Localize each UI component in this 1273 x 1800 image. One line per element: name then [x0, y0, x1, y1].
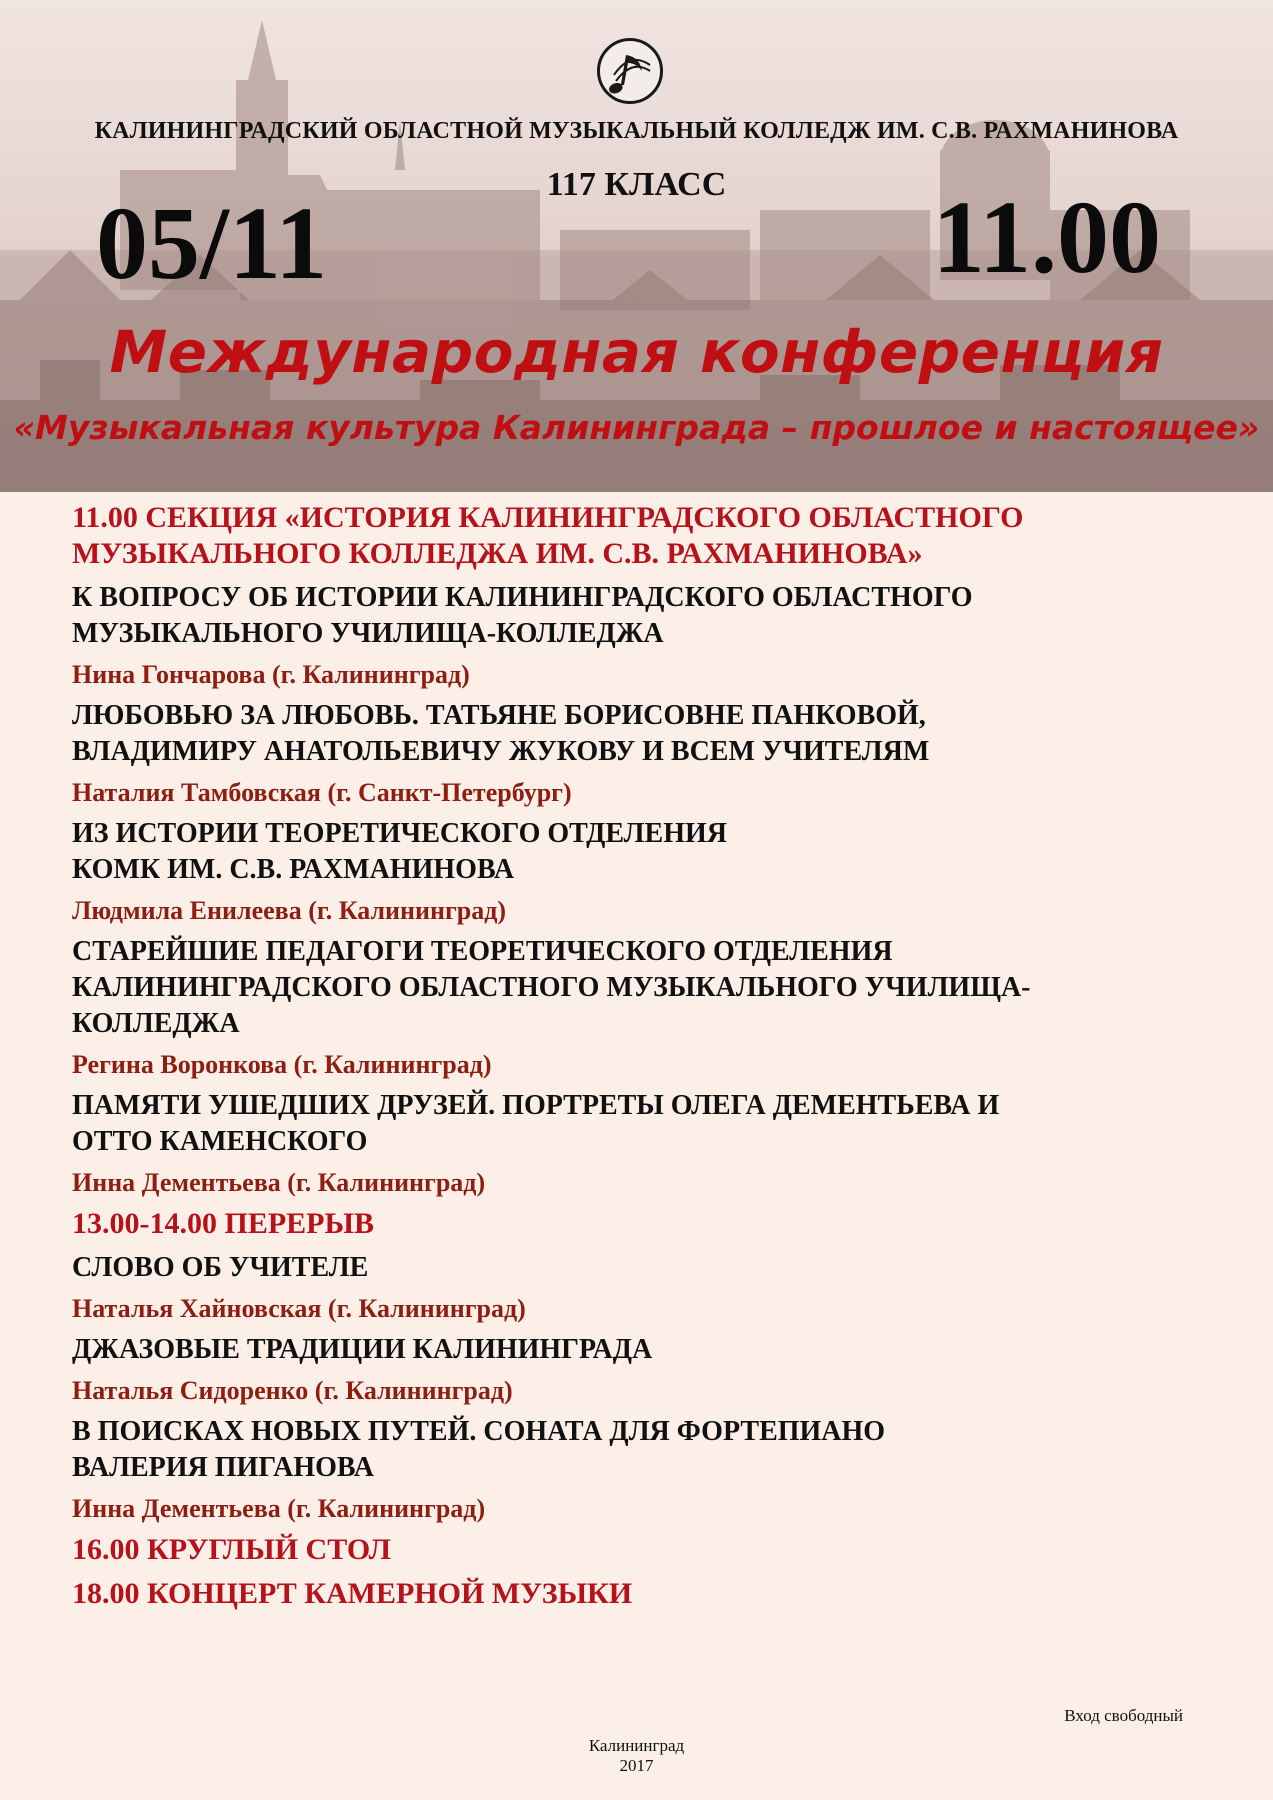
talk-speaker: Инна Дементьева (г. Калининград) — [72, 1494, 486, 1523]
talk-title: КОМК ИМ. С.В. РАХМАНИНОВА — [72, 854, 515, 885]
talk-title: СТАРЕЙШИЕ ПЕДАГОГИ ТЕОРЕТИЧЕСКОГО ОТДЕЛЕНИЯ — [72, 936, 893, 967]
college-name: КАЛИНИНГРАДСКИЙ ОБЛАСТНОЙ МУЗЫКАЛЬНЫЙ КОЛЛЕДЖ ИМ. С.В. РАХМАНИНОВА — [94, 118, 1179, 144]
conference-subtitle: «Музыкальная культура Калининграда – прошлое и настоящее» — [13, 408, 1260, 447]
talk-speaker: Нина Гончарова (г. Калининград) — [72, 660, 470, 689]
footer-year: 2017 — [619, 1756, 654, 1775]
talk-speaker: Регина Воронкова (г. Калининград) — [72, 1050, 492, 1079]
section-heading-line: МУЗЫКАЛЬНОГО КОЛЛЕДЖА ИМ. С.В. РАХМАНИНОВА» — [72, 537, 923, 570]
talk-entry — [72, 1332, 1192, 1408]
talk-speaker: Наталия Тамбовская (г. Санкт-Петербург) — [72, 778, 572, 807]
talk-title: КОЛЛЕДЖА — [72, 1008, 240, 1039]
conference-title: Международная конференция — [109, 318, 1164, 386]
event-time: 11.00 — [932, 180, 1161, 295]
section-heading-line: 11.00 СЕКЦИЯ «ИСТОРИЯ КАЛИНИНГРАДСКОГО ОБЛАСТНОГО — [72, 501, 1024, 534]
talk-title: ДЖАЗОВЫЕ ТРАДИЦИИ КАЛИНИНГРАДА — [72, 1334, 653, 1365]
room-label: 117 КЛАСС — [546, 166, 727, 203]
footer-city: Калининград — [588, 1736, 685, 1755]
poster-header — [0, 0, 1273, 492]
talk-title: ВЛАДИМИРУ АНАТОЛЬЕВИЧУ ЖУКОВУ И ВСЕМ УЧИТЕЛЯМ — [72, 736, 930, 767]
talk-title: ЛЮБОВЬЮ ЗА ЛЮБОВЬ. ТАТЬЯНЕ БОРИСОВНЕ ПАНКОВОЙ, — [72, 700, 926, 731]
talk-entry — [72, 698, 1192, 810]
talk-title: КАЛИНИНГРАДСКОГО ОБЛАСТНОГО МУЗЫКАЛЬНОГО УЧИЛИЩА- — [72, 972, 1031, 1003]
talk-speaker: Наталья Хайновская (г. Калининград) — [72, 1294, 526, 1323]
talk-title: СЛОВО ОБ УЧИТЕЛЕ — [72, 1252, 369, 1283]
break-heading: 13.00-14.00 ПЕРЕРЫВ — [72, 1207, 374, 1240]
talk-entry — [72, 1088, 1192, 1200]
talk-title: К ВОПРОСУ ОБ ИСТОРИИ КАЛИНИНГРАДСКОГО ОБЛАСТНОГО — [72, 582, 973, 613]
talk-speaker: Наталья Сидоренко (г. Калининград) — [72, 1376, 513, 1405]
talk-title: ВАЛЕРИЯ ПИГАНОВА — [72, 1452, 375, 1483]
talk-entry — [72, 934, 1192, 1082]
talk-title: В ПОИСКАХ НОВЫХ ПУТЕЙ. СОНАТА ДЛЯ ФОРТЕПИАНО — [72, 1416, 886, 1447]
free-entry-note: Вход свободный — [1064, 1706, 1183, 1725]
talk-entry — [72, 816, 1192, 928]
talk-title: МУЗЫКАЛЬНОГО УЧИЛИЩА-КОЛЛЕДЖА — [72, 618, 664, 649]
music-note-logo-icon — [597, 38, 663, 104]
concert-heading: 18.00 КОНЦЕРТ КАМЕРНОЙ МУЗЫКИ — [72, 1577, 633, 1610]
talk-title: ОТТО КАМЕНСКОГО — [72, 1126, 368, 1157]
talk-speaker: Людмила Енилеева (г. Калининград) — [72, 896, 507, 925]
talk-entry — [72, 1414, 1192, 1526]
poster-footer — [0, 1736, 1273, 1776]
talk-entry — [72, 1250, 1192, 1326]
talk-title: ИЗ ИСТОРИИ ТЕОРЕТИЧЕСКОГО ОТДЕЛЕНИЯ — [72, 818, 727, 849]
talk-speaker: Инна Дементьева (г. Калининград) — [72, 1168, 486, 1197]
talk-entry — [72, 580, 1192, 692]
event-date: 05/11 — [96, 186, 328, 301]
program-list — [72, 500, 1192, 1620]
section-heading — [72, 500, 1192, 572]
talk-title: ПАМЯТИ УШЕДШИХ ДРУЗЕЙ. ПОРТРЕТЫ ОЛЕГА ДЕМЕНТЬЕВА И — [72, 1090, 1000, 1121]
round-table-heading: 16.00 КРУГЛЫЙ СТОЛ — [72, 1533, 392, 1566]
